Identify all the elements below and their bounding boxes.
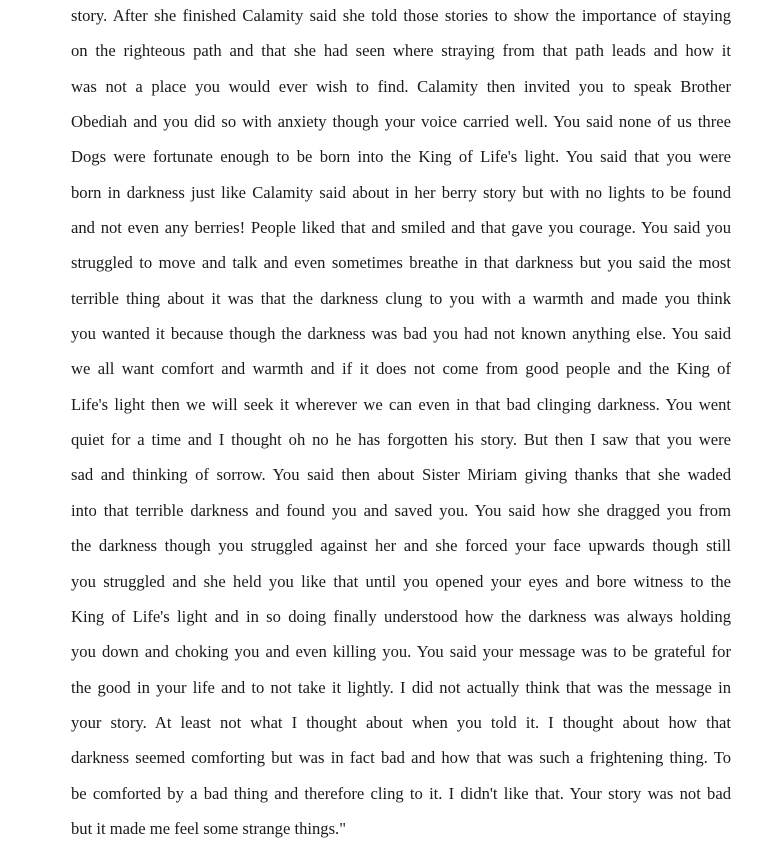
- text-line: your story. At least not what I thought about when you told it. I thought about how that: [71, 712, 731, 732]
- text-line: and not even any berries! People liked that and smiled and that gave you courage. You said you: [71, 218, 731, 238]
- text-line: be comforted by a bad thing and therefore cling to it. I didn't like that. Your story was not bad: [71, 783, 731, 803]
- text-line: on the righteous path and that she had seen where straying from that path leads and how it: [71, 41, 731, 61]
- text-line: Dogs were fortunate enough to be born into the King of Life's light. You said that you were: [71, 147, 731, 167]
- text-line: story. After she finished Calamity said she told those stories to show the importance of staying: [71, 6, 731, 25]
- text-line: the darkness though you struggled against her and she forced your face upwards though still: [71, 536, 731, 556]
- text-line: but it made me feel some strange things.": [71, 818, 346, 838]
- text-line: was not a place you would ever wish to find. Calamity then invited you to speak Brother: [71, 76, 731, 96]
- text-line: struggled to move and talk and even sometimes breathe in that darkness but you said the most: [71, 253, 731, 273]
- text-line: sad and thinking of sorrow. You said then about Sister Miriam giving thanks that she waded: [71, 465, 731, 485]
- text-line: quiet for a time and I thought oh no he has forgotten his story. But then I saw that you were: [71, 430, 731, 450]
- text-line: King of Life's light and in so doing finally understood how the darkness was always holding: [71, 606, 731, 626]
- document-body: [71, 0, 731, 846]
- text-line: darkness seemed comforting but was in fact bad and how that was such a frightening thing. To: [71, 748, 731, 768]
- text-line: you wanted it because though the darkness was bad you had not known anything else. You said: [71, 324, 731, 344]
- text-line: we all want comfort and warmth and if it does not come from good people and the King of: [71, 359, 731, 379]
- text-line: into that terrible darkness and found you and saved you. You said how she dragged you from: [71, 500, 731, 520]
- text-line: Obediah and you did so with anxiety though your voice carried well. You said none of us three: [71, 112, 731, 132]
- text-line: Life's light then we will seek it wherever we can even in that bad clinging darkness. You went: [71, 394, 731, 414]
- text-line: the good in your life and to not take it lightly. I did not actually think that was the message in: [71, 677, 731, 697]
- text-line: you down and choking you and even killing you. You said your message was to be grateful for: [71, 642, 731, 662]
- text-line: terrible thing about it was that the darkness clung to you with a warmth and made you think: [71, 288, 731, 308]
- text-line: born in darkness just like Calamity said about in her berry story but with no lights to be found: [71, 182, 731, 202]
- text-line: you struggled and she held you like that until you opened your eyes and bore witness to the: [71, 571, 731, 591]
